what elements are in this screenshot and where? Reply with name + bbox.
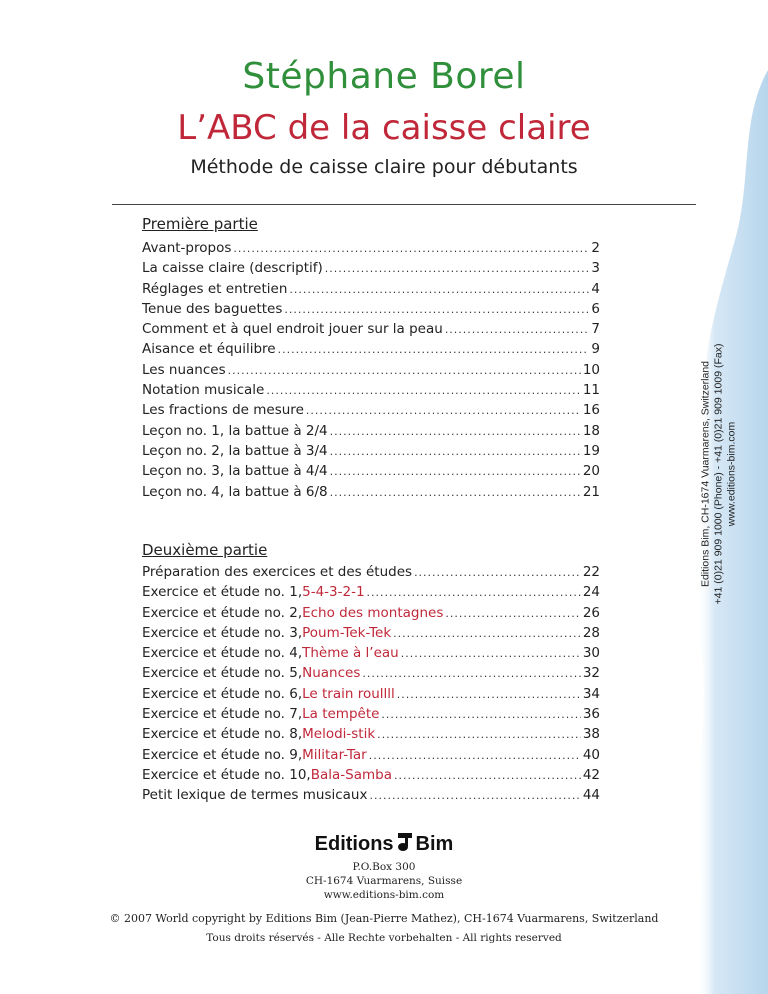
toc-entry [142,260,600,280]
footer-address [0,860,768,902]
book-subtitle: Méthode de caisse claire pour débutants [190,156,578,178]
toc-entry-piece-title: Nuances [302,665,361,682]
toc-entry [142,584,600,604]
toc-entry-piece-title: 5-4-3-2-1 [302,584,365,601]
toc-dot-leader [401,645,581,661]
toc-dot-leader [397,686,581,702]
toc-entry-label: Leçon no. 4, la battue à 6/8 [142,483,328,500]
toc-entry-label: Leçon no. 3, la battue à 4/4 [142,463,328,480]
toc-dot-leader [330,463,581,479]
toc-page-number: 10 [582,361,600,378]
editions-bim-logo [0,832,768,858]
toc-entry-piece-title: Le train roullll [302,685,395,702]
logo-text-bim: Bim [415,833,454,855]
toc-entry [142,240,600,260]
toc-entry [142,564,600,584]
part1-heading: Première partie [142,215,258,233]
toc-page-number: 36 [582,706,600,723]
toc-dot-leader [369,747,581,763]
address-website: www.editions-bim.com [323,889,445,901]
toc-entry-label: Comment et à quel endroit jouer sur la peau [142,321,443,338]
logo-text-editions: Editions [314,833,394,855]
toc-dot-leader [330,423,581,439]
toc-entry-piece-title: Echo des montagnes [302,604,444,621]
publisher-address: Editions Bim, CH-1674 Vuarmarens, Switzerland [699,360,712,588]
toc-page-number: 19 [582,442,600,459]
toc-entry [142,423,600,443]
toc-entry-label: Exercice et étude no. 1, [142,584,303,601]
toc-entry-label: Les nuances [142,361,226,378]
toc-entry-label: Exercice et étude no. 9, [142,746,303,763]
toc-entry-label: Exercice et étude no. 3, [142,624,303,641]
toc-entry-label: Exercice et étude no. 10, [142,766,311,783]
logo-note-icon [397,832,413,858]
toc-entry [142,686,600,706]
toc-page-number: 11 [582,382,600,399]
toc-entry [142,281,600,301]
publisher-sidebar [696,316,742,632]
publisher-website: www.editions-bim.com [725,421,738,527]
toc-entry [142,767,600,787]
toc-dot-leader [394,767,581,783]
toc-entry-piece-title: Militar-Tar [302,746,367,763]
toc-page-number: 20 [582,463,600,480]
toc-entry-label: Exercice et étude no. 2, [142,604,303,621]
toc-entry-label: La caisse claire (descriptif) [142,260,323,277]
toc-entry-piece-title: Thème à l’eau [302,645,399,662]
address-city: CH-1674 Vuarmarens, Suisse [305,875,463,887]
toc-entry [142,665,600,685]
toc-entry-label: Tenue des baguettes [142,300,283,317]
toc-dot-leader [367,584,581,600]
toc-entry [142,625,600,645]
toc-page-number: 32 [582,665,600,682]
toc-dot-leader [289,281,589,297]
toc-dot-leader [362,665,580,681]
toc-entry [142,362,600,382]
toc-entry [142,706,600,726]
toc-page-number: 3 [591,260,600,277]
part2-heading: Deuxième partie [142,541,268,559]
toc-entry-piece-title: La tempête [302,706,380,723]
toc-page-number: 34 [582,685,600,702]
toc-entry [142,726,600,746]
toc-page-number: 42 [582,766,600,783]
toc-dot-leader [414,564,581,580]
toc-page-number: 24 [582,584,600,601]
toc-entry [142,402,600,422]
rights-notice: Tous droits réservés - Alle Rechte vorbehalten - All rights reserved [206,932,562,944]
toc-page-number: 4 [591,280,600,297]
part1-toc [142,240,600,504]
toc-entry [142,382,600,402]
toc-entry [142,484,600,504]
toc-dot-leader [306,402,581,418]
toc-dot-leader [445,605,580,621]
toc-entry-label: Exercice et étude no. 5, [142,665,303,682]
toc-page-number: 38 [582,726,600,743]
toc-entry-piece-title: Bala-Samba [310,766,392,783]
toc-page-number: 44 [582,787,600,804]
toc-page-number: 18 [582,422,600,439]
toc-entry-label: Leçon no. 2, la battue à 3/4 [142,442,328,459]
toc-dot-leader [330,484,581,500]
toc-entry [142,605,600,625]
toc-entry [142,341,600,361]
toc-dot-leader [278,341,590,357]
toc-dot-leader [233,240,589,256]
toc-page-number: 40 [582,746,600,763]
toc-dot-leader [325,260,590,276]
toc-entry-label: Notation musicale [142,382,265,399]
toc-page-number: 21 [582,483,600,500]
toc-dot-leader [377,726,581,742]
toc-entry-label: Petit lexique de termes musicaux [142,787,368,804]
publisher-phone-fax: +41 (0)21 909 1000 (Phone) - +41 (0)21 909 1009 (Fax) [712,343,725,605]
toc-entry-label: Exercice et étude no. 4, [142,645,303,662]
toc-entry-label: Exercice et étude no. 6, [142,685,303,702]
part2-toc [142,564,600,808]
toc-entry [142,443,600,463]
book-title: L’ABC de la caisse claire [177,108,591,148]
toc-page-number: 30 [582,645,600,662]
toc-page-number: 16 [582,402,600,419]
toc-dot-leader [393,625,581,641]
toc-entry [142,747,600,767]
toc-entry-label: Aisance et équilibre [142,341,276,358]
toc-page-number: 7 [591,321,600,338]
toc-entry [142,321,600,341]
author-name: Stéphane Borel [242,56,526,97]
copyright-notice: © 2007 World copyright by Editions Bim (Jean-Pierre Mathez), CH-1674 Vuarmarens, Switzerland [109,912,659,925]
toc-dot-leader [369,787,580,803]
toc-dot-leader [330,443,581,459]
toc-entry-label: Les fractions de mesure [142,402,304,419]
toc-entry [142,787,600,807]
toc-page-number: 6 [591,300,600,317]
address-pobox: P.O.Box 300 [352,861,416,873]
toc-dot-leader [284,301,589,317]
header-divider [112,204,696,205]
toc-page-number: 22 [582,564,600,580]
toc-entry-label: Avant-propos [142,240,232,256]
toc-page-number: 9 [591,341,600,358]
toc-page-number: 2 [591,240,600,256]
toc-dot-leader [266,382,580,398]
toc-entry-piece-title: Melodi-stik [302,726,376,743]
toc-dot-leader [381,706,580,722]
toc-entry-label: Réglages et entretien [142,280,288,297]
toc-entry-label: Exercice et étude no. 8, [142,726,303,743]
toc-dot-leader [228,362,581,378]
toc-entry-label: Préparation des exercices et des études [142,564,413,580]
toc-dot-leader [445,321,590,337]
toc-entry [142,301,600,321]
toc-entry-piece-title: Poum-Tek-Tek [302,624,392,641]
toc-page-number: 26 [582,604,600,621]
toc-entry-label: Exercice et étude no. 7, [142,706,303,723]
toc-entry [142,645,600,665]
toc-entry [142,463,600,483]
toc-entry-label: Leçon no. 1, la battue à 2/4 [142,422,328,439]
toc-page-number: 28 [582,624,600,641]
